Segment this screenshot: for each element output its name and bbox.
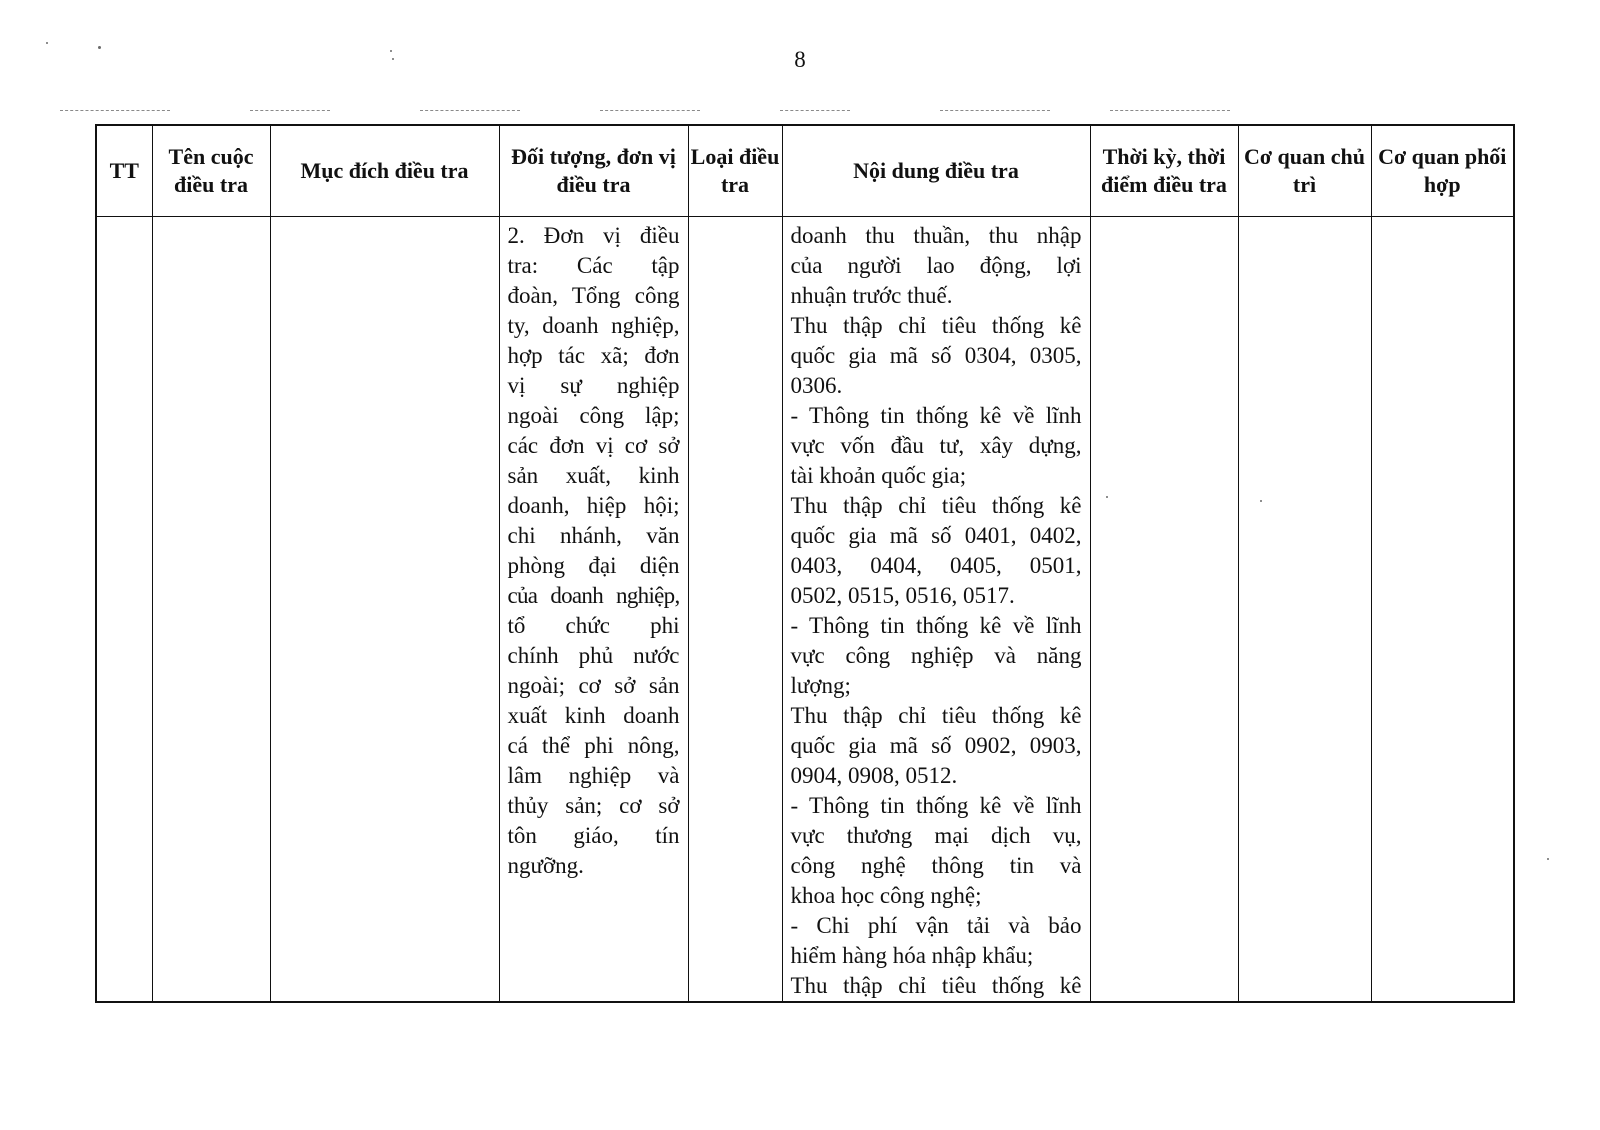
scan-speck	[46, 42, 48, 44]
text-line: ngưỡng.	[507, 853, 584, 878]
header-lead-agency: Cơ quan chủ trì	[1238, 125, 1371, 217]
text-line: - Thông tin thống kê về lĩnh	[790, 403, 1082, 428]
text-line: ngoài công lập;	[507, 403, 680, 428]
text-line: tra: Các tập	[507, 253, 680, 278]
text-line: doanh, hiệp hội;	[507, 493, 680, 518]
text-line: lâm nghiệp và	[507, 763, 680, 788]
text-line: Thu thập chỉ tiêu thống kê	[790, 703, 1082, 728]
cell-purpose	[270, 217, 499, 1003]
text-line: sản xuất, kinh	[507, 463, 680, 488]
text-line: thủy sản; cơ sở	[507, 793, 680, 818]
text-line: quốc gia mã số 0401, 0402,	[790, 523, 1082, 548]
text-line: các đơn vị cơ sở	[507, 433, 680, 458]
survey-table	[95, 124, 1515, 1003]
text-line: 2. Đơn vị điều	[507, 223, 680, 248]
text-line: chi nhánh, văn	[507, 523, 680, 548]
scan-speck	[390, 50, 392, 52]
scan-speck	[392, 58, 394, 60]
header-purpose: Mục đích điều tra	[270, 125, 499, 217]
text-line: doanh thu thuần, thu nhập	[790, 223, 1082, 248]
text-line: cá thể phi nông,	[507, 733, 680, 758]
text-line: khoa học công nghệ;	[790, 883, 982, 908]
text-line: Thu thập chỉ tiêu thống kê	[790, 493, 1082, 518]
text-line: nhuận trước thuế.	[790, 283, 953, 308]
text-line: tôn giáo, tín	[507, 823, 680, 848]
cell-lead-agency	[1238, 217, 1371, 1003]
text-line: 0502, 0515, 0516, 0517.	[790, 583, 1015, 608]
cell-coordinating-agency	[1371, 217, 1514, 1003]
subjects-text	[508, 221, 680, 881]
page-number: 8	[794, 47, 806, 72]
scan-dash-line	[420, 110, 520, 112]
text-line: - Thông tin thống kê về lĩnh	[790, 613, 1082, 638]
text-line: xuất kinh doanh	[507, 703, 680, 728]
text-line: 0904, 0908, 0512.	[790, 763, 958, 788]
text-line: của người lao động, lợi	[790, 253, 1082, 278]
text-line: quốc gia mã số 0304, 0305,	[790, 343, 1082, 368]
text-line: 0403, 0404, 0405, 0501,	[790, 553, 1082, 578]
text-line: vực vốn đầu tư, xây dựng,	[790, 433, 1082, 458]
header-tt: TT	[96, 125, 152, 217]
cell-tt	[96, 217, 152, 1003]
text-line: Thu thập chỉ tiêu thống kê	[790, 313, 1082, 338]
text-line: của doanh nghiệp,	[507, 583, 680, 608]
header-coordinating-agency: Cơ quan phối hợp	[1371, 125, 1514, 217]
header-survey-type: Loại điều tra	[688, 125, 782, 217]
scan-dash-line	[940, 110, 1050, 112]
text-line: quốc gia mã số 0902, 0903,	[790, 733, 1082, 758]
header-content: Nội dung điều tra	[782, 125, 1090, 217]
text-line: vực thương mại dịch vụ,	[790, 823, 1082, 848]
scan-dash-line	[1110, 110, 1230, 112]
scan-dash-line	[780, 110, 850, 112]
scan-dash-line	[250, 110, 330, 112]
table-row	[96, 217, 1514, 1003]
text-line: 0306.	[790, 373, 843, 398]
scan-speck	[1547, 858, 1549, 860]
text-line: - Thông tin thống kê về lĩnh	[790, 793, 1082, 818]
cell-survey-type	[688, 217, 782, 1003]
header-subjects: Đối tượng, đơn vị điều tra	[499, 125, 688, 217]
text-line: công nghệ thông tin và	[790, 853, 1082, 878]
text-line: Thu thập chỉ tiêu thống kê	[790, 973, 1082, 998]
text-line: đoàn, Tổng công	[507, 283, 680, 308]
text-line: tổ chức phi	[507, 613, 680, 638]
header-survey-name: Tên cuộc điều tra	[152, 125, 270, 217]
text-line: vực công nghiệp và năng	[790, 643, 1082, 668]
cell-survey-name	[152, 217, 270, 1003]
header-period: Thời kỳ, thời điểm điều tra	[1090, 125, 1238, 217]
text-line: phòng đại diện	[507, 553, 680, 578]
text-line: chính phủ nước	[507, 643, 680, 668]
text-line: - Chi phí vận tải và bảo	[790, 913, 1082, 938]
content-text	[791, 221, 1082, 1001]
scan-dash-line	[60, 110, 170, 112]
text-line: lượng;	[790, 673, 851, 698]
text-line: hiểm hàng hóa nhập khẩu;	[790, 943, 1034, 968]
text-line: tài khoản quốc gia;	[790, 463, 967, 488]
text-line: hợp tác xã; đơn	[507, 343, 680, 368]
text-line: ty, doanh nghiệp,	[507, 313, 680, 338]
cell-period	[1090, 217, 1238, 1003]
cell-content	[782, 217, 1090, 1003]
text-line: vị sự nghiệp	[507, 373, 680, 398]
table-header-row	[96, 125, 1514, 217]
text-line: ngoài; cơ sở sản	[507, 673, 680, 698]
cell-subjects	[499, 217, 688, 1003]
scan-speck	[98, 46, 101, 49]
scan-dash-line	[600, 110, 700, 112]
